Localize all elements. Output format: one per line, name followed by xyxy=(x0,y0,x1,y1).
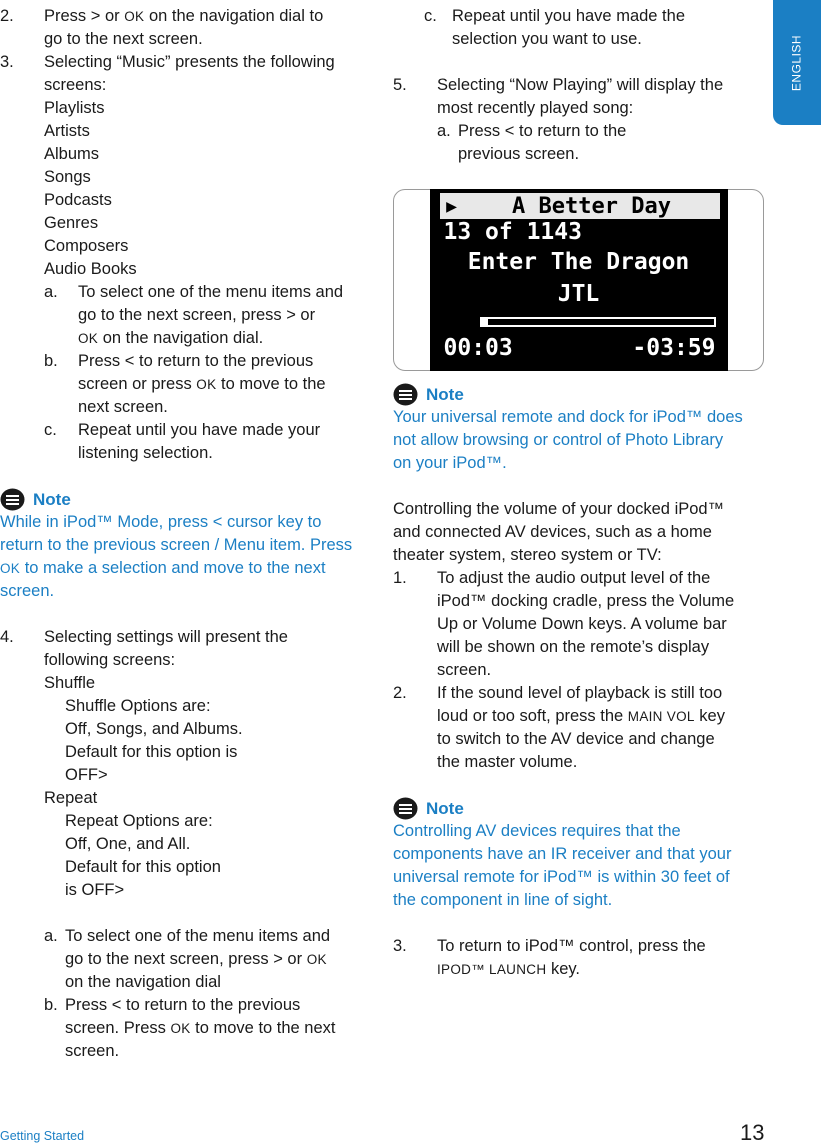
text: Press > or xyxy=(44,7,120,25)
text: Off, One, and All. xyxy=(65,835,191,853)
text-line xyxy=(78,327,372,350)
ipod-launch-key: IPOD™ LAUNCH xyxy=(437,962,547,977)
note-title: Note xyxy=(426,799,464,818)
spacer xyxy=(393,912,768,935)
right-column xyxy=(393,5,768,981)
language-tab xyxy=(773,0,821,125)
text: Controlling the volume of your docked iPod™ xyxy=(393,500,725,518)
volume-step-1 xyxy=(393,567,768,682)
text: screen. Press xyxy=(65,1019,171,1037)
text: on the navigation dial to xyxy=(144,7,324,25)
elapsed-time: 00:03 xyxy=(443,335,513,361)
language-label: ENGLISH xyxy=(789,34,804,91)
note-icon xyxy=(0,488,25,511)
note-heading xyxy=(0,488,372,511)
text: key. xyxy=(546,960,580,978)
sub-step-text xyxy=(65,925,372,994)
text: not allow browsing or control of Photo Library xyxy=(393,431,724,449)
note-text xyxy=(393,406,768,475)
text: to make a selection and move to the next xyxy=(20,559,326,577)
note-text xyxy=(0,511,372,603)
text-line xyxy=(78,373,372,396)
step-4b xyxy=(0,994,372,1063)
progress-bar xyxy=(480,317,716,327)
step-number: 2. xyxy=(0,7,14,25)
text: following screens: xyxy=(44,651,176,669)
progress-fill xyxy=(482,319,489,325)
text: to switch to the AV device and change xyxy=(437,730,715,748)
sub-step-text xyxy=(452,5,768,51)
text-line xyxy=(0,557,372,580)
step-number: 4. xyxy=(0,628,14,646)
step-text xyxy=(437,567,768,682)
step-c xyxy=(393,5,768,51)
footer-section-title: Getting Started xyxy=(0,1129,85,1143)
menu-item: Albums xyxy=(44,145,100,163)
step-4 xyxy=(0,626,372,695)
text: the component in line of sight. xyxy=(393,891,613,909)
text: screen. xyxy=(0,582,55,600)
text: on the navigation dial xyxy=(65,973,221,991)
menu-item: Composers xyxy=(44,237,129,255)
note-icon xyxy=(393,797,418,820)
sub-step-text xyxy=(78,419,372,465)
step-3 xyxy=(0,51,372,281)
text: return to the previous screen / Menu item. Press xyxy=(0,536,353,554)
note-heading xyxy=(393,383,768,406)
sub-step-text xyxy=(458,120,768,166)
spacer xyxy=(393,51,768,74)
step-number: 2. xyxy=(393,684,407,702)
spacer xyxy=(393,166,768,189)
step-text xyxy=(437,935,768,981)
volume-intro xyxy=(393,498,768,567)
text: key xyxy=(694,707,725,725)
spacer xyxy=(0,465,372,488)
text: To select one of the menu items and xyxy=(65,927,331,945)
spacer xyxy=(393,774,768,797)
step-number: 3. xyxy=(393,937,407,955)
step-3c xyxy=(0,419,372,465)
ok-key: OK xyxy=(306,952,327,967)
text: Selecting “Now Playing” will display the xyxy=(437,76,724,94)
text: the master volume. xyxy=(437,753,578,771)
ok-key: OK xyxy=(196,377,217,392)
text: Repeat until you have made the xyxy=(452,7,685,25)
text: Press < to return to the previous xyxy=(78,352,314,370)
text: is OFF> xyxy=(65,881,125,899)
text: and connected AV devices, such as a home xyxy=(393,523,712,541)
repeat-options xyxy=(0,810,372,902)
step-number: 3. xyxy=(0,53,14,71)
remaining-time: -03:59 xyxy=(632,335,716,361)
step-text xyxy=(44,5,372,51)
left-column xyxy=(0,5,372,1063)
note-heading xyxy=(393,797,768,820)
text: Selecting settings will present the xyxy=(44,628,288,646)
sub-step-text xyxy=(78,350,372,419)
artist-name: Enter The Dragon xyxy=(467,249,690,275)
text: components have an IR receiver and that your xyxy=(393,845,732,863)
note-title: Note xyxy=(426,385,464,404)
volume-step-3 xyxy=(393,935,768,981)
remote-display-image xyxy=(393,189,764,371)
menu-item: Artists xyxy=(44,122,90,140)
sub-step-letter: c. xyxy=(424,7,437,25)
setting-name: Repeat xyxy=(44,789,98,807)
text: Press < to return to the xyxy=(458,122,627,140)
text: go to the next screen, press > or xyxy=(78,306,316,324)
text: screen. xyxy=(437,661,492,679)
step-text xyxy=(44,626,372,695)
text: listening selection. xyxy=(78,444,213,462)
text: Default for this option xyxy=(65,858,221,876)
note-title: Note xyxy=(33,490,71,509)
text: To select one of the menu items and xyxy=(78,283,344,301)
text: Press < to return to the previous xyxy=(65,996,301,1014)
step-text xyxy=(44,51,372,281)
text: Controlling AV devices requires that the xyxy=(393,822,681,840)
text: Default for this option is xyxy=(65,743,238,761)
text: iPod™ docking cradle, press the Volume xyxy=(437,592,735,610)
text: screen. xyxy=(65,1042,120,1060)
text: To return to iPod™ control, press the xyxy=(437,937,706,955)
text: screen or press xyxy=(78,375,197,393)
text-line xyxy=(437,958,768,981)
spacer xyxy=(393,475,768,498)
step-5 xyxy=(393,74,768,120)
step-5a xyxy=(393,120,768,166)
text: OFF> xyxy=(65,766,108,784)
text: next screen. xyxy=(78,398,168,416)
album-name: JTL xyxy=(557,281,600,307)
text: loud or too soft, press the xyxy=(437,707,628,725)
note-text xyxy=(393,820,768,912)
text: to move to the xyxy=(216,375,326,393)
sub-step-letter: a. xyxy=(44,927,58,945)
volume-step-2 xyxy=(393,682,768,774)
text: Off, Songs, and Albums. xyxy=(65,720,243,738)
text: If the sound level of playback is still too xyxy=(437,684,723,702)
now-playing-title-bar xyxy=(440,193,720,219)
text: theater system, stereo system or TV: xyxy=(393,546,662,564)
menu-item: Genres xyxy=(44,214,99,232)
step-2 xyxy=(0,5,372,51)
text: go to the next screen, press > or xyxy=(65,950,307,968)
sub-step-letter: b. xyxy=(44,996,58,1014)
text: previous screen. xyxy=(458,145,580,163)
ok-key: OK xyxy=(78,331,99,346)
menu-item: Playlists xyxy=(44,99,105,117)
sub-step-letter: a. xyxy=(437,122,451,140)
text-line xyxy=(437,705,768,728)
text: Up or Volume Down keys. A volume bar xyxy=(437,615,727,633)
text: on your iPod™. xyxy=(393,454,507,472)
main-vol-key: MAIN VOL xyxy=(627,709,695,724)
text: to move to the next xyxy=(190,1019,336,1037)
track-counter: 13 of 1143 xyxy=(443,219,582,245)
text: Your universal remote and dock for iPod™ does xyxy=(393,408,743,426)
menu-item: Podcasts xyxy=(44,191,112,209)
page-number: 13 xyxy=(740,1120,765,1145)
text: will be shown on the remote’s display xyxy=(437,638,710,656)
step-4a xyxy=(0,925,372,994)
step-text xyxy=(437,74,768,120)
ok-key: OK xyxy=(170,1021,191,1036)
ok-key: OK xyxy=(0,561,21,576)
text-line xyxy=(65,1017,372,1040)
step-3b xyxy=(0,350,372,419)
menu-item: Songs xyxy=(44,168,91,186)
spacer xyxy=(393,371,768,383)
sub-step-text xyxy=(65,994,372,1063)
spacer xyxy=(0,902,372,925)
text: Shuffle Options are: xyxy=(65,697,211,715)
text: on the navigation dial. xyxy=(98,329,264,347)
menu-item: Audio Books xyxy=(44,260,137,278)
play-icon: ▶ xyxy=(446,195,457,217)
setting-name: Shuffle xyxy=(44,674,96,692)
sub-step-letter: a. xyxy=(44,283,58,301)
text: universal remote for iPod™ is within 30 feet of xyxy=(393,868,730,886)
text: While in iPod™ Mode, press < cursor key to xyxy=(0,513,322,531)
text: screens: xyxy=(44,76,107,94)
sub-step-letter: c. xyxy=(44,421,57,439)
text: Repeat Options are: xyxy=(65,812,213,830)
song-title: A Better Day xyxy=(512,193,671,219)
text: most recently played song: xyxy=(437,99,634,117)
text: Selecting “Music” presents the following xyxy=(44,53,335,71)
text: selection you want to use. xyxy=(452,30,642,48)
text: To adjust the audio output level of the xyxy=(437,569,711,587)
ok-key: OK xyxy=(124,9,145,24)
step-text xyxy=(437,682,768,774)
text: go to the next screen. xyxy=(44,30,203,48)
lcd-screen xyxy=(430,189,728,371)
sub-step-text xyxy=(78,281,372,350)
step-number: 1. xyxy=(393,569,407,587)
spacer xyxy=(0,603,372,626)
sub-step-letter: b. xyxy=(44,352,58,370)
step-3a xyxy=(0,281,372,350)
shuffle-options xyxy=(0,695,372,787)
text-line xyxy=(65,948,372,971)
note-icon xyxy=(393,383,418,406)
step-number: 5. xyxy=(393,76,407,94)
text: Repeat until you have made your xyxy=(78,421,321,439)
